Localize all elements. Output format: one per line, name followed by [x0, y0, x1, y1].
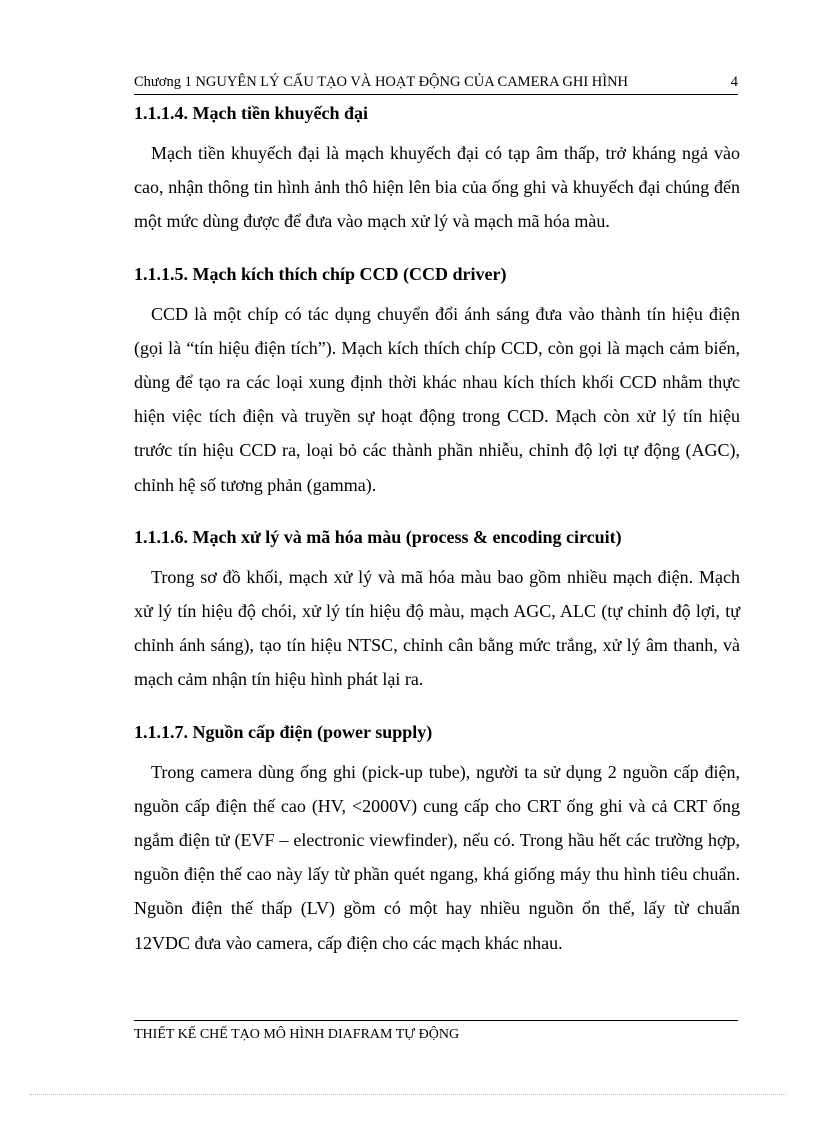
section-paragraph: Trong camera dùng ống ghi (pick-up tube), người ta sử dụng 2 nguồn cấp điện, nguồn cấp điện thế cao (HV, <2000V) cung cấp cho CRT ống ghi và cả CRT ống ngắm điện tử (EVF – electronic viewfinder), nếu có. Trong hầu hết các trường hợp, nguồn điện thế cao này lấy từ phần quét ngang, khá giống máy thu hình tiêu chuẩn. Nguồn điện thế thấp (LV) gồm có một hay nhiều nguồn ổn thế, lấy từ chuẩn 12VDC đưa vào camera, cấp điện cho các mạch khác nhau. [134, 761, 740, 953]
running-header [134, 72, 738, 95]
section-1-1-1-4 [134, 98, 740, 239]
section-paragraph: CCD là một chíp có tác dụng chuyển đổi ánh sáng đưa vào thành tín hiệu điện (gọi là “tín hiệu điện tích”). Mạch kích thích chíp CCD, còn gọi là mạch cảm biến, dùng để tạo ra các loại xung định thời khác nhau kích thích khối CCD nhằm thực hiện việc tích điện và truyền sự hoạt động trong CCD. Mạch còn xử lý tín hiệu trước tín hiệu CCD ra, loại bỏ các thành phần nhiễu, chỉnh độ lợi tự động (AGC), chỉnh hệ số tương phản (gamma). [134, 303, 740, 495]
section-paragraph: Mạch tiền khuyếch đại là mạch khuyếch đại có tạp âm thấp, trở kháng ngả vào cao, nhận thông tin hình ảnh thô hiện lên bia của ống ghi và khuyếch đại chúng đến một mức dùng được để đưa vào mạch xử lý và mạch mã hóa màu. [134, 143, 740, 232]
page-number: 4 [730, 74, 738, 90]
footer-title: THIẾT KẾ CHẾ TẠO MÔ HÌNH DIAFRAM TỰ ĐỘNG [134, 1027, 460, 1042]
section-1-1-1-7 [134, 717, 740, 960]
section-1-1-1-5 [134, 259, 740, 502]
section-1-1-1-6 [134, 522, 740, 697]
section-heading: 1.1.1.7. Nguồn cấp điện (power supply) [134, 721, 433, 742]
section-heading: 1.1.1.4. Mạch tiền khuyếch đại [134, 103, 369, 123]
page-bottom-divider [30, 1094, 786, 1095]
chapter-title: Chương 1 NGUYÊN LÝ CẤU TẠO VÀ HOẠT ĐỘNG CỦA CAMERA GHI HÌNH [134, 74, 629, 90]
section-heading: 1.1.1.5. Mạch kích thích chíp CCD (CCD driver) [134, 263, 507, 284]
running-footer [134, 1020, 738, 1046]
section-paragraph: Trong sơ đồ khối, mạch xử lý và mã hóa màu bao gồm nhiều mạch điện. Mạch xử lý tín hiệu độ chói, xử lý tín hiệu độ màu, mạch AGC, ALC (tự chỉnh độ lợi, tự chỉnh ánh sáng), tạo tín hiệu NTSC, chỉnh cân bằng mức trắng, xử lý âm thanh, và mạch cảm nhận tín hiệu hình phát lại ra. [134, 566, 740, 690]
document-body [134, 98, 740, 980]
section-heading: 1.1.1.6. Mạch xử lý và mã hóa màu (process & encoding circuit) [134, 526, 622, 547]
